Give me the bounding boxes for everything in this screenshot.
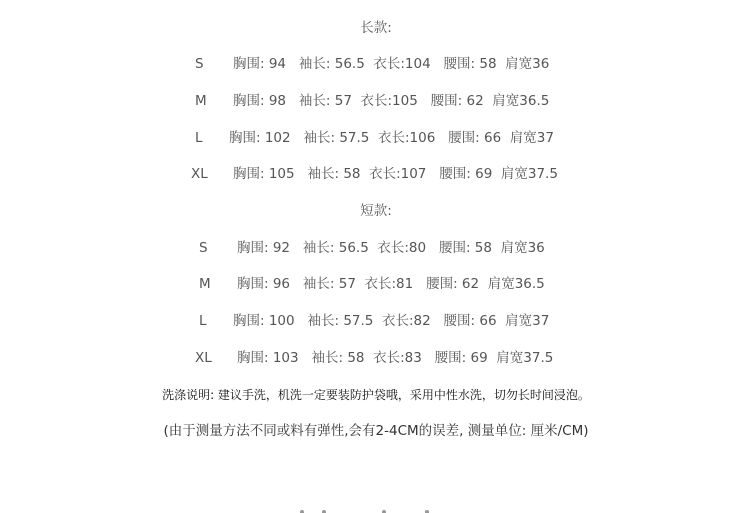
- short-size-row: [0, 312, 752, 330]
- size-measurements: 胸围: 100 袖长: 57.5 衣长:82 腰围: 66 肩宽37: [233, 313, 550, 329]
- short-style-heading: 短款:: [360, 203, 392, 219]
- size-measurements: 胸围: 94 袖长: 56.5 衣长:104 腰围: 58 肩宽36: [233, 56, 550, 72]
- size-measurements: 胸围: 98 袖长: 57 衣长:105 腰围: 62 肩宽36.5: [233, 93, 550, 109]
- cropped-text-fragment: [300, 508, 450, 513]
- care-instructions: 洗涤说明: 建议手洗，机洗一定要装防护袋哦，采用中性水洗，切勿长时间浸泡。: [162, 388, 590, 402]
- long-size-row: [0, 165, 752, 183]
- short-size-row: [0, 349, 752, 367]
- long-style-heading: 长款:: [360, 20, 392, 36]
- size-measurements: 胸围: 103 袖长: 58 衣长:83 腰围: 69 肩宽37.5: [237, 350, 554, 366]
- long-size-row: [0, 92, 752, 110]
- short-size-row: [0, 239, 752, 257]
- size-label: M: [199, 276, 211, 292]
- size-label: XL: [191, 166, 208, 182]
- short-size-row: [0, 275, 752, 293]
- size-measurements: 胸围: 105 袖长: 58 衣长:107 腰围: 69 肩宽37.5: [233, 166, 558, 182]
- long-size-row: [0, 55, 752, 73]
- size-label: XL: [195, 350, 212, 366]
- measurement-note: (由于测量方法不同或料有弹性,会有2-4CM的误差, 测量单位: 厘米/CM): [163, 423, 589, 439]
- size-label: L: [195, 130, 203, 146]
- size-label: S: [199, 240, 208, 256]
- long-size-row: [0, 129, 752, 147]
- size-label: L: [199, 313, 207, 329]
- size-measurements: 胸围: 92 袖长: 56.5 衣长:80 腰围: 58 肩宽36: [237, 240, 545, 256]
- size-label: M: [195, 93, 207, 109]
- size-measurements: 胸围: 96 袖长: 57 衣长:81 腰围: 62 肩宽36.5: [237, 276, 545, 292]
- size-measurements: 胸围: 102 袖长: 57.5 衣长:106 腰围: 66 肩宽37: [229, 130, 554, 146]
- size-label: S: [195, 56, 204, 72]
